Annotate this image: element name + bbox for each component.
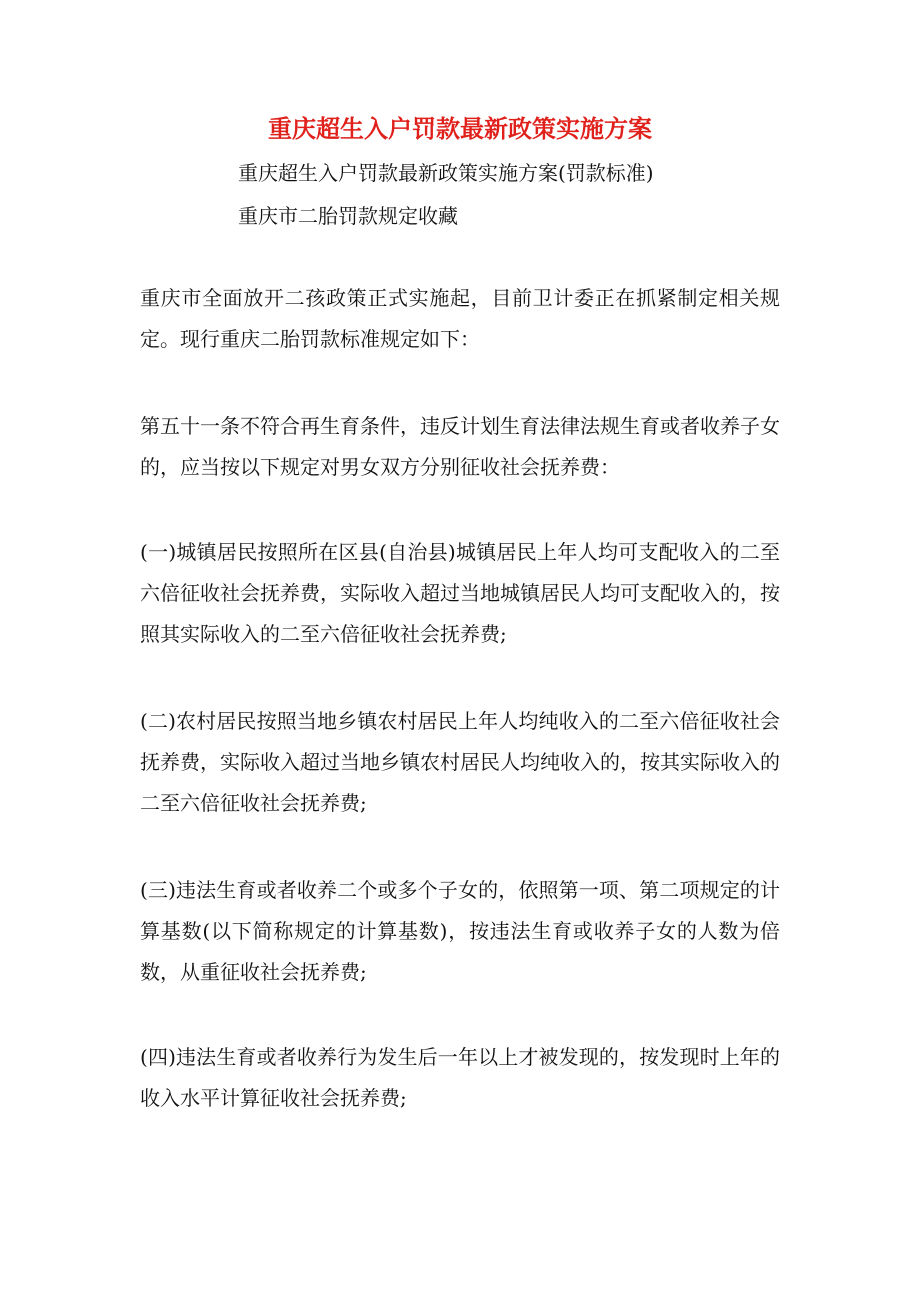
paragraph-item-4: (四)违法生育或者收养行为发生后一年以上才被发现的，按发现时上年的收入水平计算征收社会抚养费; xyxy=(140,1045,780,1110)
paragraph-article-51: 第五十一条不符合再生育条件，违反计划生育法律法规生育或者收养子女的，应当按以下规定对男女双方分别征收社会抚养费： xyxy=(140,414,780,479)
paragraph-item-1: (一)城镇居民按照所在区县(自治县)城镇居民上年人均可支配收入的二至六倍征收社会抚养费，实际收入超过当地城镇居民人均可支配收入的，按照其实际收入的二至六倍征收社会抚养费; xyxy=(140,540,780,646)
paragraph-item-2: (二)农村居民按照当地乡镇农村居民上年人均纯收入的二至六倍征收社会抚养费，实际收入超过当地乡镇农村居民人均纯收入的，按其实际收入的二至六倍征收社会抚养费; xyxy=(140,709,780,815)
paragraph-intro: 重庆市全面放开二孩政策正式实施起，目前卫计委正在抓紧制定相关规定。现行重庆二胎罚款标准规定如下： xyxy=(140,286,780,351)
document-title: 重庆超生入户罚款最新政策实施方案 xyxy=(268,114,652,143)
paragraph-item-3: (三)违法生育或者收养二个或多个子女的，依照第一项、第二项规定的计算基数(以下简称规定的计算基数)，按违法生育或收养子女的人数为倍数，从重征收社会抚养费; xyxy=(140,878,780,984)
subtitle-1: 重庆超生入户罚款最新政策实施方案(罚款标准) xyxy=(238,161,654,185)
subtitle-2: 重庆市二胎罚款规定收藏 xyxy=(238,204,458,228)
